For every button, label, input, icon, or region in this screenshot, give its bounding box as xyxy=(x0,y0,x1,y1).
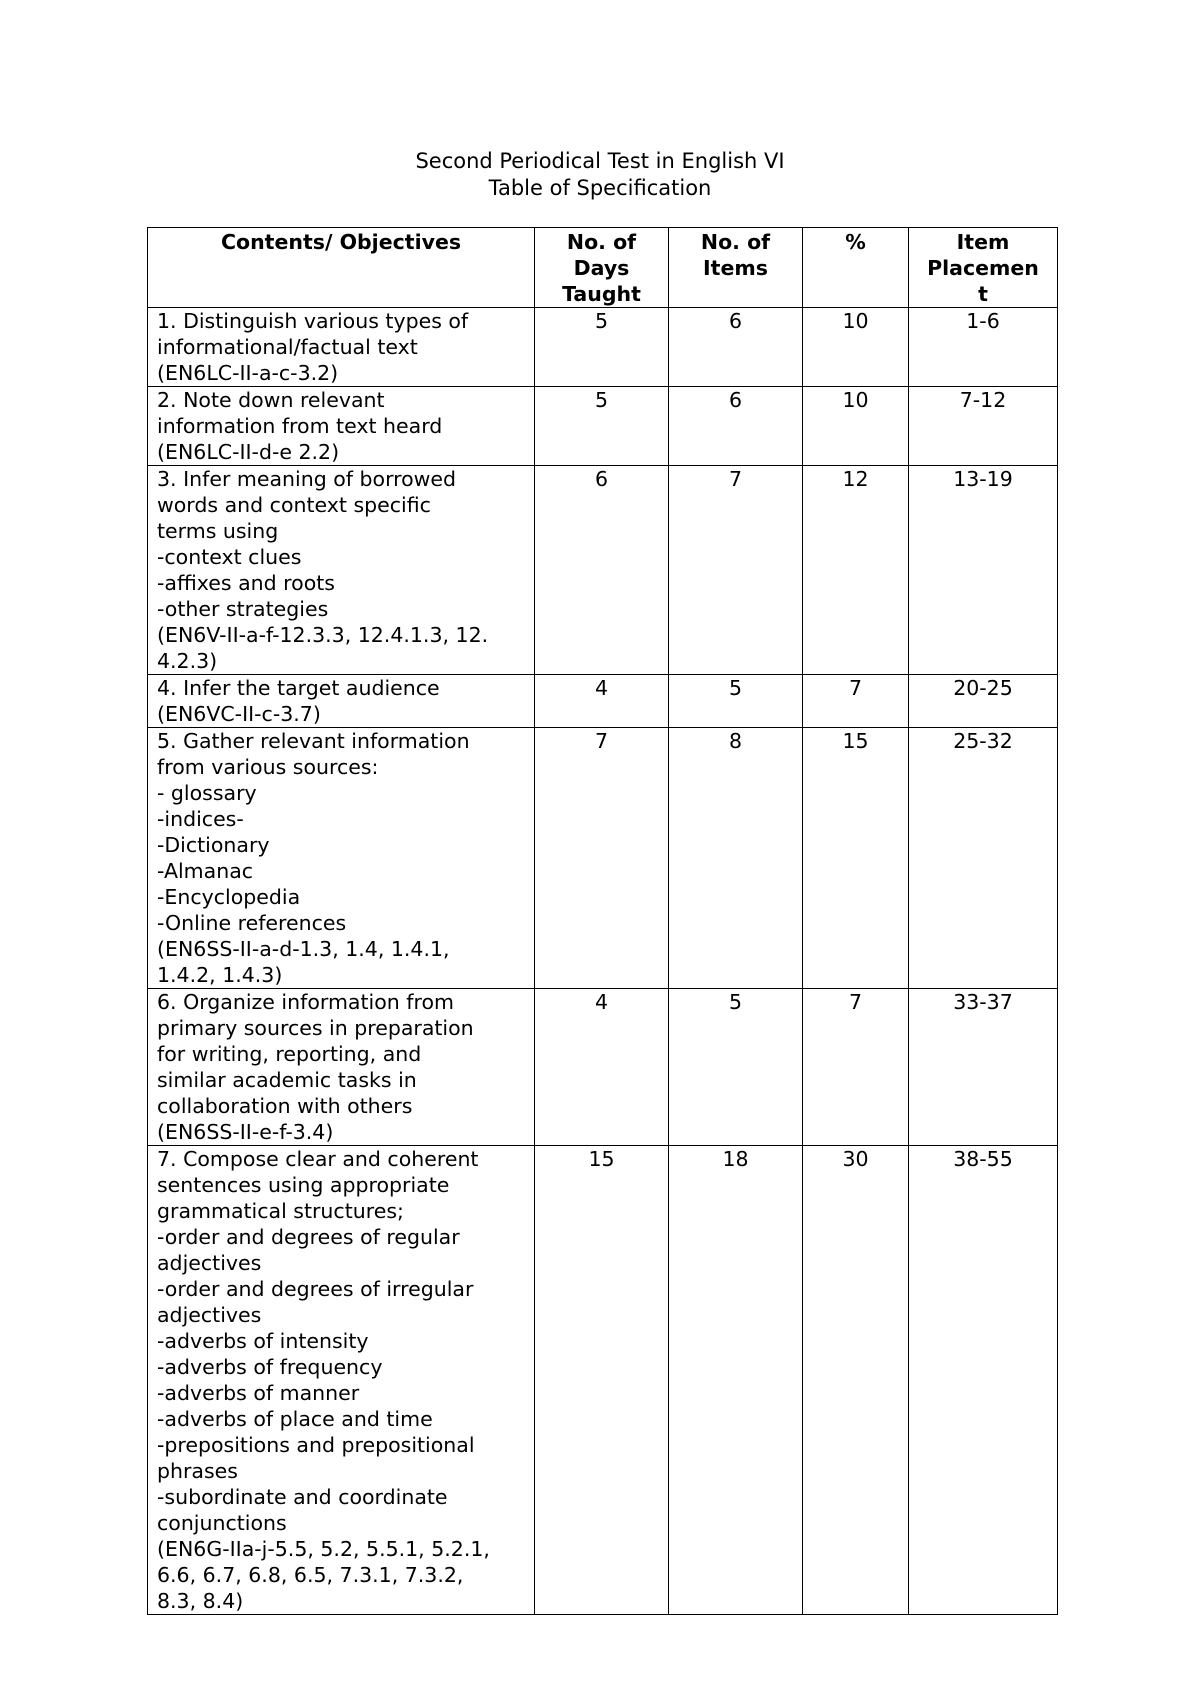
header-item-placement: Item Placemen t xyxy=(909,228,1058,308)
item-placement-cell: 33-37 xyxy=(909,989,1058,1146)
objective-text-line: -prepositions and prepositional xyxy=(157,1433,475,1457)
objective-cell xyxy=(148,1146,535,1615)
percent-cell: 10 xyxy=(803,387,909,466)
document-title: Second Periodical Test in English VI xyxy=(415,149,785,173)
number-of-items-cell: 5 xyxy=(669,675,803,728)
objective-text-line: 6.6, 6.7, 6.8, 6.5, 7.3.1, 7.3.2, xyxy=(157,1563,464,1587)
objective-text-line: -order and degrees of regular xyxy=(157,1225,460,1249)
number-of-items-cell: 18 xyxy=(669,1146,803,1615)
item-placement-cell: 38-55 xyxy=(909,1146,1058,1615)
objective-text-line: adjectives xyxy=(157,1251,262,1275)
objective-text-line: 2. Note down relevant xyxy=(157,388,385,412)
objective-text-line: informational/factual text xyxy=(157,335,418,359)
days-taught-cell: 4 xyxy=(535,989,669,1146)
table-of-specification xyxy=(147,227,1058,1615)
objective-text-line: 4.2.3) xyxy=(157,649,218,673)
objective-text-line: -adverbs of intensity xyxy=(157,1329,369,1353)
header-days-taught: No. of Days Taught xyxy=(535,228,669,308)
objective-text-line: terms using xyxy=(157,519,279,543)
number-of-items-cell: 7 xyxy=(669,466,803,675)
objective-text-line: -affixes and roots xyxy=(157,571,335,595)
objective-text-line: 6. Organize information from xyxy=(157,990,454,1014)
table-header-row xyxy=(148,228,1058,308)
days-taught-cell: 4 xyxy=(535,675,669,728)
days-taught-cell: 15 xyxy=(535,1146,669,1615)
objective-text-line: 3. Infer meaning of borrowed xyxy=(157,467,457,491)
percent-cell: 10 xyxy=(803,308,909,387)
objective-text-line: sentences using appropriate xyxy=(157,1173,450,1197)
percent-cell: 15 xyxy=(803,728,909,989)
objective-cell xyxy=(148,308,535,387)
table-row xyxy=(148,675,1058,728)
number-of-items-cell: 5 xyxy=(669,989,803,1146)
objective-text-line: words and context specific xyxy=(157,493,431,517)
objective-text-line: -subordinate and coordinate xyxy=(157,1485,448,1509)
number-of-items-cell: 6 xyxy=(669,387,803,466)
days-taught-cell: 7 xyxy=(535,728,669,989)
objective-text-line: -Encyclopedia xyxy=(157,885,301,909)
objective-cell xyxy=(148,387,535,466)
percent-cell: 30 xyxy=(803,1146,909,1615)
objective-text-line: -order and degrees of irregular xyxy=(157,1277,474,1301)
objective-text-line: -other strategies xyxy=(157,597,329,621)
objective-text-line: 7. Compose clear and coherent xyxy=(157,1147,479,1171)
header-percent: % xyxy=(803,228,909,308)
objective-text-line: adjectives xyxy=(157,1303,262,1327)
objective-text-line: (EN6LC-II-d-e 2.2) xyxy=(157,440,340,464)
objective-cell xyxy=(148,466,535,675)
objective-text-line: (EN6VC-II-c-3.7) xyxy=(157,702,321,726)
item-placement-cell: 7-12 xyxy=(909,387,1058,466)
objective-text-line: 5. Gather relevant information xyxy=(157,729,470,753)
objective-text-line: 1. Distinguish various types of xyxy=(157,309,469,333)
table-row xyxy=(148,728,1058,989)
objective-text-line: -context clues xyxy=(157,545,302,569)
objective-cell xyxy=(148,728,535,989)
table-row xyxy=(148,387,1058,466)
objective-text-line: conjunctions xyxy=(157,1511,287,1535)
objective-text-line: 8.3, 8.4) xyxy=(157,1589,244,1613)
item-placement-cell: 25-32 xyxy=(909,728,1058,989)
percent-cell: 12 xyxy=(803,466,909,675)
objective-cell xyxy=(148,675,535,728)
objective-text-line: -indices- xyxy=(157,807,244,831)
header-number-of-items: No. of Items xyxy=(669,228,803,308)
days-taught-cell: 5 xyxy=(535,387,669,466)
objective-cell xyxy=(148,989,535,1146)
document-subtitle: Table of Specification xyxy=(488,176,712,200)
item-placement-cell: 13-19 xyxy=(909,466,1058,675)
objective-text-line: (EN6LC-II-a-c-3.2) xyxy=(157,361,339,385)
objective-text-line: -Dictionary xyxy=(157,833,270,857)
percent-cell: 7 xyxy=(803,675,909,728)
table-row xyxy=(148,466,1058,675)
objective-text-line: collaboration with others xyxy=(157,1094,413,1118)
objective-text-line: (EN6SS-II-a-d-1.3, 1.4, 1.4.1, xyxy=(157,937,450,961)
objective-text-line: (EN6V-II-a-f-12.3.3, 12.4.1.3, 12. xyxy=(157,623,489,647)
objective-text-line: -adverbs of manner xyxy=(157,1381,360,1405)
days-taught-cell: 5 xyxy=(535,308,669,387)
objective-text-line: -Online references xyxy=(157,911,347,935)
document-title-block xyxy=(0,148,1200,202)
objective-text-line: phrases xyxy=(157,1459,238,1483)
objective-text-line: for writing, reporting, and xyxy=(157,1042,422,1066)
table-body xyxy=(148,308,1058,1615)
header-contents-objectives: Contents/ Objectives xyxy=(148,228,535,308)
objective-text-line: (EN6G-IIa-j-5.5, 5.2, 5.5.1, 5.2.1, xyxy=(157,1537,490,1561)
objective-text-line: similar academic tasks in xyxy=(157,1068,417,1092)
number-of-items-cell: 6 xyxy=(669,308,803,387)
number-of-items-cell: 8 xyxy=(669,728,803,989)
percent-cell: 7 xyxy=(803,989,909,1146)
objective-text-line: - glossary xyxy=(157,781,257,805)
objective-text-line: 1.4.2, 1.4.3) xyxy=(157,963,283,987)
table-row xyxy=(148,308,1058,387)
objective-text-line: grammatical structures; xyxy=(157,1199,404,1223)
objective-text-line: 4. Infer the target audience xyxy=(157,676,440,700)
objective-text-line: (EN6SS-II-e-f-3.4) xyxy=(157,1120,334,1144)
table-row xyxy=(148,989,1058,1146)
days-taught-cell: 6 xyxy=(535,466,669,675)
objective-text-line: -adverbs of place and time xyxy=(157,1407,433,1431)
objective-text-line: primary sources in preparation xyxy=(157,1016,474,1040)
objective-text-line: information from text heard xyxy=(157,414,443,438)
objective-text-line: from various sources: xyxy=(157,755,379,779)
objective-text-line: -Almanac xyxy=(157,859,254,883)
objective-text-line: -adverbs of frequency xyxy=(157,1355,383,1379)
table-row xyxy=(148,1146,1058,1615)
item-placement-cell: 20-25 xyxy=(909,675,1058,728)
item-placement-cell: 1-6 xyxy=(909,308,1058,387)
